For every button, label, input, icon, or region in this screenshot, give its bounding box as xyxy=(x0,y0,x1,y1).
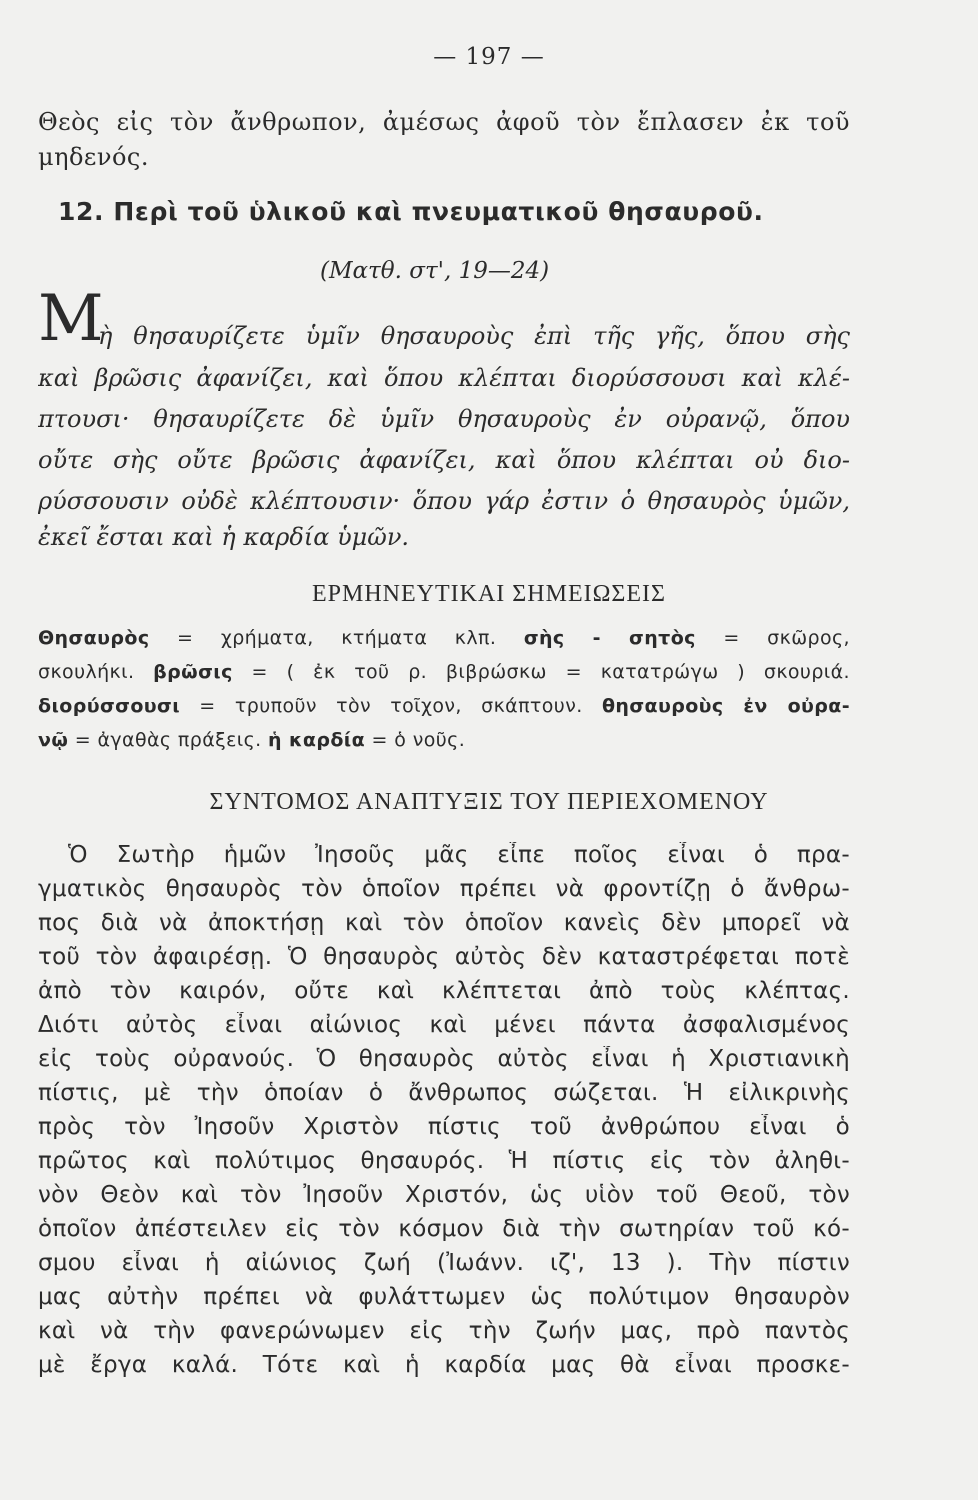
scripture-line-3: πτουσι· θησαυρίζετε δὲ ὑμῖν θησαυροὺς ἐν οὐρανῷ, ὅπου xyxy=(38,405,850,433)
note-definition: = ἀγαθὰς πράξεις. xyxy=(68,729,269,751)
commentary-line-10: πρῶτος καὶ πολύτιμος θησαυρός. Ἡ πίστις εἰς τὸν ἀληθι- xyxy=(38,1148,850,1174)
scripture-reference: (Ματθ. στ', 19—24) xyxy=(320,258,550,284)
section-number: 12. xyxy=(58,197,105,226)
commentary-line-4: τοῦ τὸν ἀφαιρέσῃ. Ὁ θησαυρὸς αὐτὸς δὲν καταστρέφεται ποτὲ xyxy=(38,944,850,970)
note-line-1 xyxy=(38,627,850,649)
scripture-line-6: ἐκεῖ ἔσται καὶ ἡ καρδία ὑμῶν. xyxy=(38,523,410,551)
note-line-2 xyxy=(38,661,850,683)
commentary-line-13: σμου εἶναι ἡ αἰώνιος ζωή (Ἰωάνν. ιζ', 13 ). Τὴν πίστιν xyxy=(38,1250,850,1276)
section-title: Περὶ τοῦ ὑλικοῦ καὶ πνευματικοῦ θησαυροῦ. xyxy=(113,197,764,226)
commentary-line-6: Διότι αὐτὸς εἶναι αἰώνιος καὶ μένει πάντα ἀσφαλισμένος xyxy=(38,1012,850,1038)
commentary-line-16: μὲ ἔργα καλά. Τότε καὶ ἡ καρδία μας θὰ εἶναι προσκε- xyxy=(38,1352,850,1378)
section-heading xyxy=(58,197,870,226)
note-definition: = ὁ νοῦς. xyxy=(365,729,466,751)
commentary-line-9: πρὸς τὸν Ἰησοῦν Χριστὸν πίστις τοῦ ἀνθρώπου εἶναι ὁ xyxy=(38,1114,850,1140)
commentary-line-7: εἰς τοὺς οὐρανούς. Ὁ θησαυρὸς αὐτὸς εἶναι ἡ Χριστιανικὴ xyxy=(38,1046,850,1072)
scripture-line-1: ὴ θησαυρίζετε ὑμῖν θησαυροὺς ἐπὶ τῆς γῆς, ὅπου σὴς xyxy=(98,322,850,350)
note-term: νῷ xyxy=(38,729,69,751)
scripture-line-5: ρύσσουσιν οὐδὲ κλέπτουσιν· ὅπου γάρ ἐστιν ὁ θησαυρὸς ὑμῶν, xyxy=(38,487,850,515)
commentary-line-5: ἀπὸ τὸν καιρόν, οὔτε καὶ κλέπτεται ἀπὸ τοὺς κλέπτας. xyxy=(38,978,850,1004)
note-definition: σκουλήκι. xyxy=(38,661,154,683)
note-term: ἡ καρδία xyxy=(268,729,366,751)
note-definition: = σκῶρος, xyxy=(695,627,850,649)
page-number: — 197 — xyxy=(433,44,545,70)
commentary-line-11: νὸν Θεὸν καὶ τὸν Ἰησοῦν Χριστόν, ὡς υἱὸν τοῦ Θεοῦ, τὸν xyxy=(38,1182,850,1208)
note-line-4 xyxy=(38,729,850,751)
note-definition: = τρυποῦν τὸν τοῖχον, σκάπτουν. xyxy=(180,695,602,717)
commentary-heading: ΣΥΝΤΟΜΟΣ ΑΝΑΠΤΥΞΙΣ ΤΟΥ ΠΕΡΙΕΧΟΜΕΝΟΥ xyxy=(209,789,769,815)
note-definition: = ( ἐκ τοῦ ρ. βιβρώσκω = κατατρώγω ) σκουριά. xyxy=(232,661,850,683)
drop-cap: Μ xyxy=(38,282,104,356)
note-line-3 xyxy=(38,695,850,717)
note-term: διορύσσουσι xyxy=(38,695,181,717)
note-term: βρῶσις xyxy=(153,661,233,683)
continuation-line-1: Θεὸς εἰς τὸν ἄνθρωπον, ἀμέσως ἀφοῦ τὸν ἔπλασεν ἐκ τοῦ xyxy=(38,108,850,136)
commentary-line-14: μας αὐτὴν πρέπει νὰ φυλάττωμεν ὡς πολύτιμον θησαυρὸν xyxy=(38,1284,850,1310)
note-definition: = χρήματα, κτήματα κλπ. xyxy=(149,627,524,649)
commentary-line-1: Ὁ Σωτὴρ ἡμῶν Ἰησοῦς μᾶς εἶπε ποῖος εἶναι ὁ πρα- xyxy=(68,842,850,868)
commentary-line-12: ὁποῖον ἀπέστειλεν εἰς τὸν κόσμον διὰ τὴν σωτηρίαν τοῦ κό- xyxy=(38,1216,850,1242)
commentary-line-8: πίστις, μὲ τὴν ὁποίαν ὁ ἄνθρωπος σώζεται. Ἡ εἰλικρινὴς xyxy=(38,1080,850,1106)
note-term: Θησαυρὸς xyxy=(38,627,150,649)
commentary-line-2: γματικὸς θησαυρὸς τὸν ὁποῖον πρέπει νὰ φροντίζῃ ὁ ἄνθρω- xyxy=(38,876,850,902)
scripture-line-2: καὶ βρῶσις ἀφανίζει, καὶ ὅπου κλέπται διορύσσουσι καὶ κλέ- xyxy=(38,364,850,392)
scripture-line-4: οὔτε σὴς οὔτε βρῶσις ἀφανίζει, καὶ ὅπου κλέπται οὐ διο- xyxy=(38,446,850,474)
commentary-line-15: καὶ νὰ τὴν φανερώνωμεν εἰς τὴν ζωήν μας, πρὸ παντὸς xyxy=(38,1318,850,1344)
note-term: σὴς - σητὸς xyxy=(523,627,696,649)
note-term: θησαυροὺς ἐν οὐρα- xyxy=(601,695,850,717)
commentary-line-3: πος διὰ νὰ ἀποκτήσῃ καὶ τὸν ὁποῖον κανεὶς δὲν μπορεῖ νὰ xyxy=(38,910,850,936)
continuation-line-2: μηδενός. xyxy=(38,143,149,171)
notes-heading: ΕΡΜΗΝΕΥΤΙΚΑΙ ΣΗΜΕΙΩΣΕΙΣ xyxy=(311,581,667,607)
